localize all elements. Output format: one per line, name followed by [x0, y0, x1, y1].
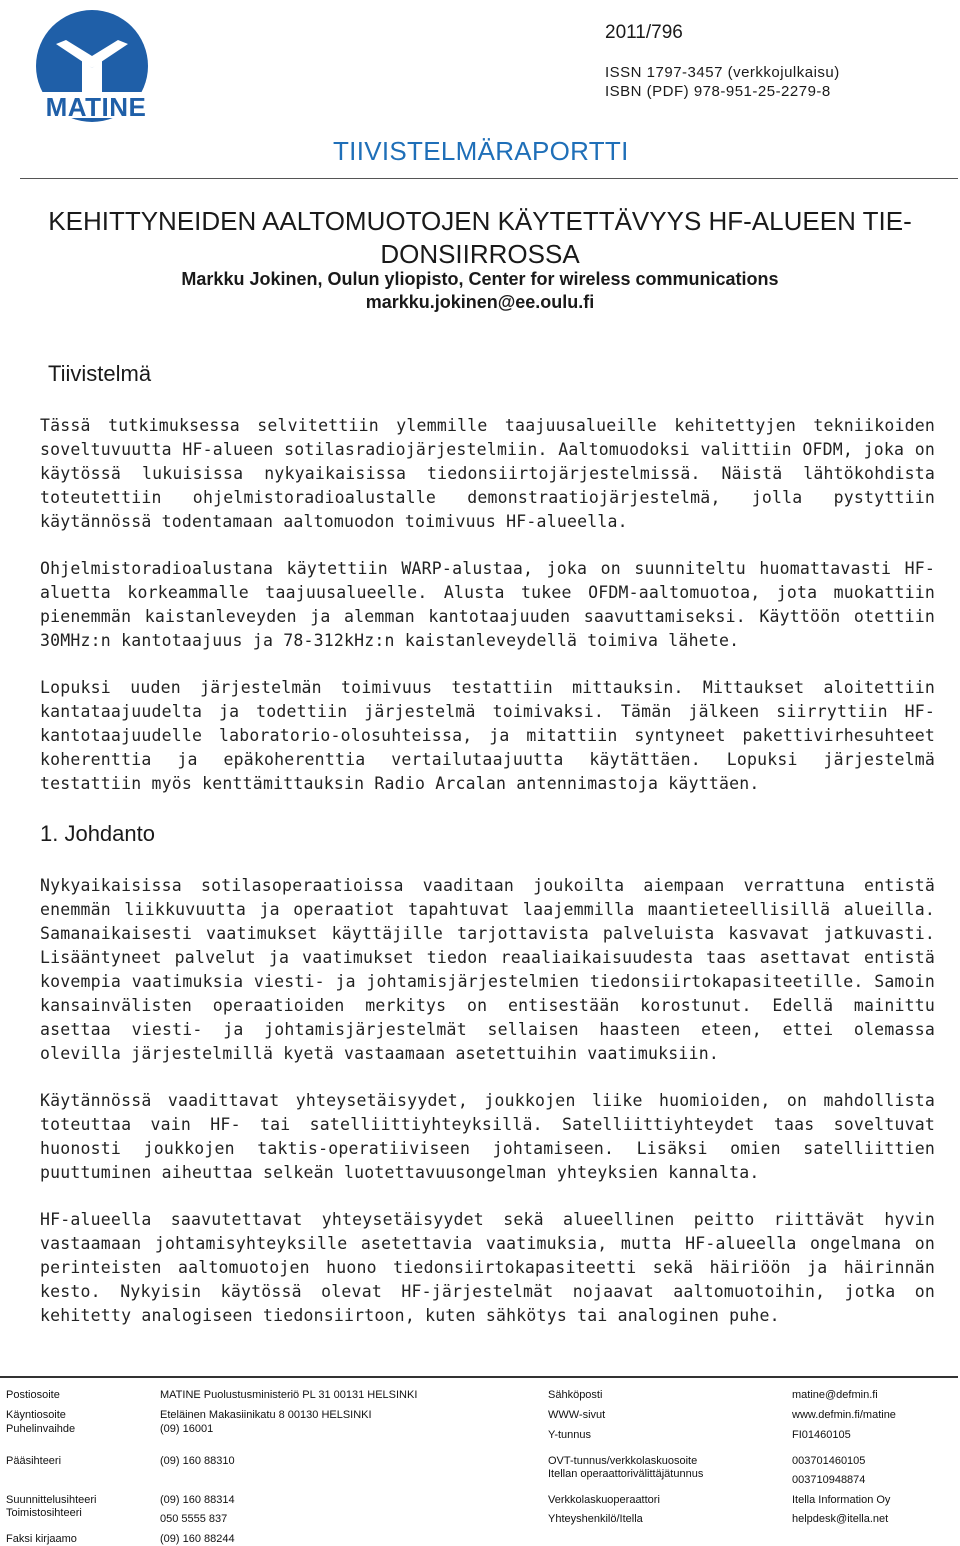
footer-value: (09) 160 88314: [160, 1494, 235, 1506]
introduction-paragraph-1: Nykyaikaisissa sotilasoperaatioissa vaaditaan joukoilta aiempaan verrattuna entistä enemmän liikkuvuutta ja operaatiot tapahtuvat laajemmilla maantieteellisillä alueilla. Samanaikaisesti vaatimukset käyttäjille tarjottavista palveluista kasvavat jatkuvasti. Lisääntyneet palvelut ja vaatimukset tiedon reaaliaikaisuudesta taas asettavat entistä kovempia vaatimuksia viesti- ja johtamisjärjestelmien tiedonsiirtokapasiteetille. Samoin kansainvälisten operaatioiden merkitys on entisestään korostunut. Edellä mainittu asettaa viesti- ja johtamisjärjestelmät sellaisen haasteen eteen, ettei olemassa olevilla järjestelmillä kyetä vastaamaan asetettuihin vaatimuksiin.: [40, 876, 935, 1063]
footer-label: Käyntiosoite: [6, 1409, 66, 1421]
footer-value: 003701460105: [792, 1455, 866, 1467]
footer-value: 050 5555 837: [160, 1513, 228, 1525]
footer-contact-info: [0, 1376, 960, 1546]
footer-label: Suunnittelusihteeri: [6, 1494, 97, 1506]
footer-label: Sähköposti: [548, 1389, 603, 1401]
footer-value: (09) 160 88244: [160, 1533, 235, 1545]
matine-logo: [22, 4, 162, 122]
footer-label: Toimistosihteeri: [6, 1507, 82, 1519]
footer-value: www.defmin.fi/matine: [792, 1409, 896, 1421]
footer-label: OVT-tunnus/verkkolaskuosoite: [548, 1455, 698, 1467]
footer-label: Puhelinvaihde: [6, 1423, 76, 1435]
author-email: markku.jokinen@ee.oulu.fi: [365, 292, 595, 312]
title-line-2: DONSIIRROSSA: [380, 239, 580, 269]
document-title: [0, 205, 960, 271]
footer-label: Pääsihteeri: [6, 1455, 62, 1467]
footer-value: helpdesk@itella.net: [792, 1513, 889, 1525]
footer-label: Yhteyshenkilö/Itella: [548, 1513, 643, 1525]
footer-value: Eteläinen Makasiinikatu 8 00130 HELSINKI: [160, 1409, 372, 1421]
footer-value: (09) 160 88310: [160, 1455, 235, 1467]
title-line-1: KEHITTYNEIDEN AALTOMUOTOJEN KÄYTETTÄVYYS HF-ALUEEN TIE-: [48, 206, 912, 236]
footer-label: Itellan operaattorivälittäjätunnus: [548, 1468, 704, 1480]
footer-label: Postiosoite: [6, 1389, 60, 1401]
author: Markku Jokinen, Oulun yliopisto, Center for wireless communications: [181, 269, 779, 289]
footer-value: (09) 16001: [160, 1423, 214, 1435]
introduction-paragraph-2: Käytännössä vaadittavat yhteysetäisyydet, joukkojen liike huomioiden, on mahdollista toteuttaa vain HF- tai satelliittiyhteyksillä. Satelliittiyhteydet taas soveltuvat huonosti joukkojen taktis-operatiiviseen johtamiseen. Lisäksi omien satelliittien puuttuminen aiheuttaa selkeän luotettavuusongelman yhteyksien kannalta.: [40, 1091, 935, 1182]
footer-label: Verkkolaskuoperaattori: [548, 1494, 660, 1506]
issn: ISSN 1797-3457 (verkkojulkaisu): [605, 64, 840, 81]
isbn: ISBN (PDF) 978-951-25-2279-8: [605, 83, 831, 100]
footer-value: FI01460105: [792, 1429, 851, 1441]
logo-text: MATINE: [45, 92, 147, 122]
introduction-heading: 1. Johdanto: [40, 821, 155, 846]
report-type: TIIVISTELMÄRAPORTTI: [333, 136, 629, 166]
footer-label: WWW-sivut: [548, 1409, 606, 1421]
abstract-paragraph-2: Ohjelmistoradioalustana käytettiin WARP-alustaa, joka on suunniteltu huomattavasti HF-aluetta korkeammalle taajuusalueelle. Alusta tukee OFDM-aaltomuotoa, jota muokattiin pienemmän kaistanleveyden ja alemman kantotaajuuden saavuttamiseksi. Käyttöön otettiin 30MHz:n kantotaajuus ja 78-312kHz:n kaistanleveydellä toimiva lähete.: [40, 559, 935, 650]
introduction-paragraph-3: HF-alueella saavutettavat yhteysetäisyydet sekä alueellinen peitto riittävät hyvin vastaamaan johtamisyhteyksille asetettavia vaatimuksia, mutta HF-alueella ongelmana on perinteisten aaltomuotojen huono tiedonsiirtokapasiteetti sekä häiriöön ja häirinnän kesto. Nykyisin käytössä olevat HF-järjestelmät nojaavat aaltomuotoihin, jotka on kehitetty analogiseen tiedonsiirtoon, kuten sähkötys tai analoginen puhe.: [40, 1210, 935, 1325]
footer-label: Y-tunnus: [548, 1429, 592, 1441]
abstract-paragraph-1: Tässä tutkimuksessa selvitettiin ylemmille taajuusalueille kehitettyjen tekniikoiden soveltuvuutta HF-alueen sotilasradiojärjestelmiin. Aaltomuodoksi valittiin OFDM, joka on käytössä lukuisissa nykyaikaisissa tiedonsiirtojärjestelmissä. Näistä lähtökohdista toteutettiin ohjelmistoradioalustalle demonstraatiojärjestelmä, jolla pystyttiin käytännössä todentamaan aaltomuodon toimivuus HF-alueella.: [40, 416, 935, 531]
header-divider: [20, 178, 958, 179]
footer-label: Faksi kirjaamo: [6, 1533, 77, 1545]
footer-value: matine@defmin.fi: [792, 1389, 878, 1401]
footer-value: Itella Information Oy: [792, 1494, 891, 1506]
abstract-heading: Tiivistelmä: [48, 361, 152, 386]
abstract-paragraph-3: Lopuksi uuden järjestelmän toimivuus testattiin mittauksin. Mittaukset aloitettiin kantataajuudelta ja todettiin järjestelmä toimivaksi. Tämän jälkeen siirryttiin HF-kantotaajuudelle laboratorio-olosuhteissa, ja mitattiin syntyneet pakettivirhesuhteet koherenttia ja epäkoherenttia vertailutaajuutta käytättäen. Lopuksi järjestelmä testattiin myös kenttämittauksin Radio Arcalan antennimastoja käyttäen.: [40, 678, 935, 793]
report-number: 2011/796: [605, 22, 683, 43]
footer-value: 003710948874: [792, 1474, 866, 1486]
footer-value: MATINE Puolustusministeriö PL 31 00131 HELSINKI: [160, 1389, 418, 1401]
